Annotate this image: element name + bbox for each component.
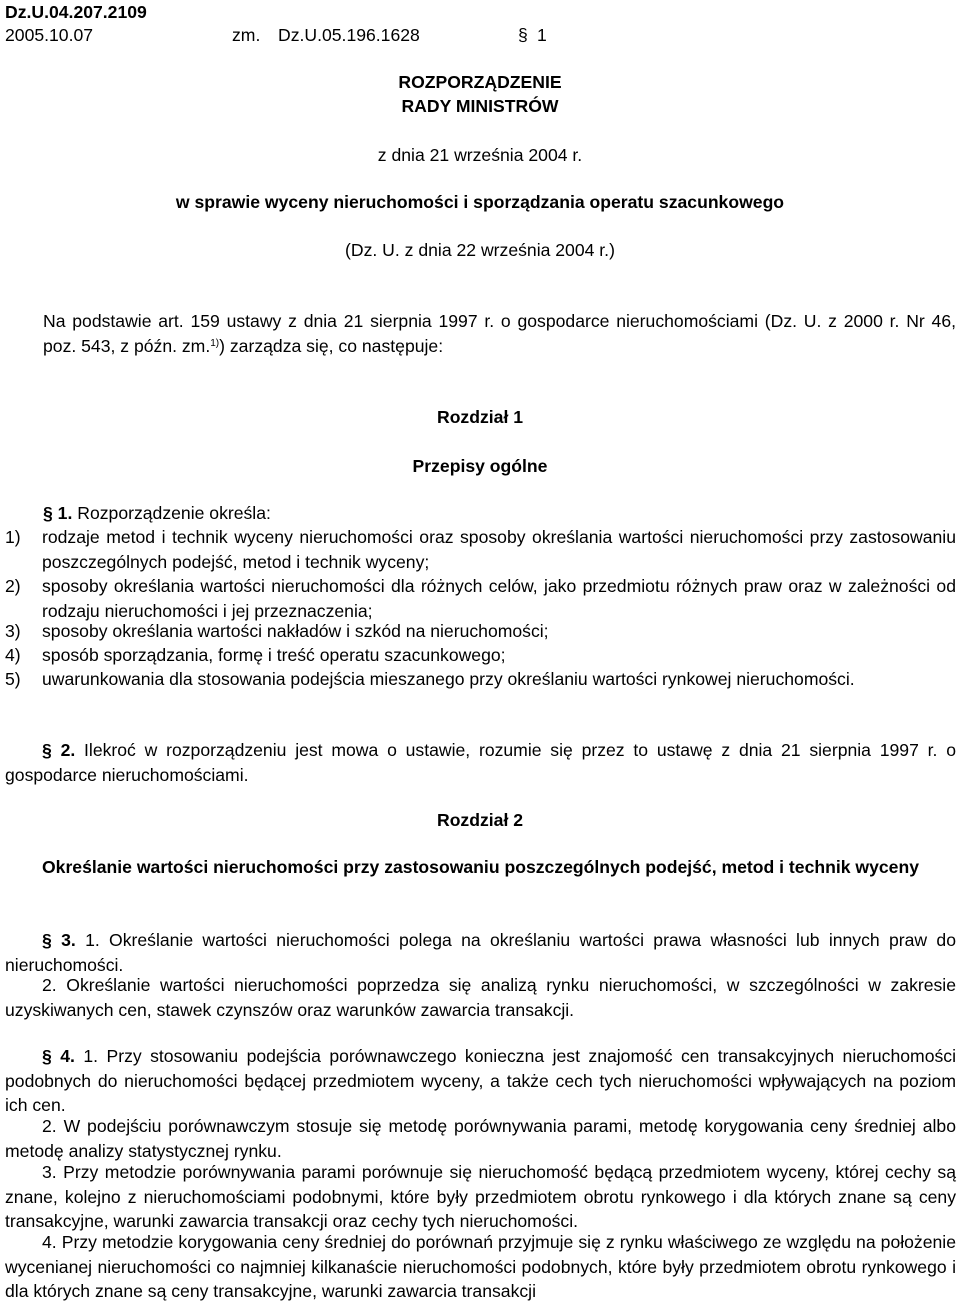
list-item-number: 3) [5, 621, 21, 641]
paragraph-1-intro-text: Rozporządzenie określa: [77, 503, 271, 523]
paragraph-4-item-1 [5, 1044, 956, 1118]
paragraph-4-item-4 [5, 1230, 956, 1304]
list-item [5, 574, 956, 623]
footnote-marker: 1) [210, 337, 220, 349]
list-item-number: 4) [5, 645, 21, 665]
list-item-number: 1) [5, 527, 21, 547]
list-item [5, 525, 956, 574]
list-item-number: 2) [5, 576, 21, 596]
amendment-prefix: zm. [232, 25, 261, 45]
page-marker: 1 [537, 25, 547, 45]
paragraph-2-text: Ilekroć w rozporządzeniu jest mowa o ustawie, rozumie się przez to ustawę z dnia 21 sierpnia 1997 r. o gospodarce nieruchomościami. [5, 740, 956, 785]
consolidation-date: 2005.10.07 [5, 25, 94, 45]
document-id: Dz.U.04.207.2109 [5, 2, 147, 22]
paragraph-4-mark: § 4. [42, 1046, 75, 1066]
list-item-text: rodzaje metod i technik wyceny nieruchomości oraz sposoby określania wartości nieruchomości przy zastosowaniu poszczególnych podejść, metod i technik wyceny; [42, 527, 956, 572]
paragraph-4-text-1: 1. Przy stosowaniu podejścia porównawczego konieczna jest znajomość cen transakcyjnych nieruchomości podobnych do nieruchomości będącej przedmiotem wyceny, a także cech tych nieruchomości wpływających na poziom ich cen. [5, 1046, 956, 1115]
paragraph-4-text-2: 2. W podejściu porównawczym stosuje się metodę porównywania parami, metodę korygowania ceny średniej albo metodę analizy statystycznej rynku. [5, 1116, 956, 1161]
act-type-title: ROZPORZĄDZENIE [398, 72, 562, 92]
paragraph-2-mark: § 2. [42, 740, 76, 760]
paragraph-3-item-2 [5, 973, 956, 1022]
paragraph-3-text-2: 2. Określanie wartości nieruchomości poprzedza się analizą rynku nieruchomości, w szczególności w zakresie uzyskiwanych cen, stawek czynszów oraz warunków zawarcia transakcji. [5, 975, 956, 1020]
section-sign: § [518, 25, 528, 45]
paragraph-4-text-4: 4. Przy metodzie korygowania ceny średniej do porównań przyjmuje się z rynku właściwego ze względu na położenie wycenianej nieruchomości co najmniej kilkanaście nieruchomości podobnych, które były przedmiotem obrotu rynkowego i dla których znane są ceny transakcyjne, warunki zawarcia transakcji [5, 1232, 956, 1301]
preamble [43, 309, 956, 358]
amendment-reference: Dz.U.05.196.1628 [278, 25, 420, 45]
list-item [5, 667, 956, 692]
chapter-1-title: Przepisy ogólne [412, 456, 548, 476]
chapter-2-title: Określanie wartości nieruchomości przy zastosowaniu poszczególnych podejść, metod i technik wyceny [41, 857, 919, 877]
chapter-1-heading: Rozdział 1 [436, 407, 524, 427]
preamble-text-end: ) zarządza się, co następuje: [219, 335, 444, 356]
act-subject: w sprawie wyceny nieruchomości i sporządzania operatu szacunkowego [175, 192, 785, 212]
list-item-text: sposoby określania wartości nieruchomości dla różnych celów, jako przedmiotu różnych praw oraz w zależności od rodzaju nieruchomości i jej przeznaczenia; [42, 576, 956, 621]
paragraph-1-intro [43, 501, 271, 526]
list-item-number: 5) [5, 669, 21, 689]
paragraph-1-mark: § 1. [43, 503, 73, 523]
list-item-text: sposoby określania wartości nakładów i szkód na nieruchomości; [42, 621, 549, 641]
preamble-text: Na podstawie art. 159 ustawy z dnia 21 sierpnia 1997 r. o gospodarce nieruchomościami (Dz. U. z 2000 r. Nr 46, poz. 543, z późn. zm. [43, 311, 956, 356]
paragraph-2 [5, 738, 956, 787]
paragraph-4-item-3 [5, 1160, 956, 1234]
publication-note: (Dz. U. z dnia 22 września 2004 r.) [345, 240, 615, 260]
paragraph-3-mark: § 3. [42, 930, 76, 950]
chapter-2-heading: Rozdział 2 [436, 810, 524, 830]
list-item-text: sposób sporządzania, formę i treść operatu szacunkowego; [42, 645, 506, 665]
paragraph-3-text-1: 1. Określanie wartości nieruchomości polega na określaniu wartości prawa własności lub innych praw do nieruchomości. [5, 930, 956, 975]
paragraph-4-text-3: 3. Przy metodzie porównywania parami porównuje się nieruchomość będącą przedmiotem wyceny, której cechy są znane, kolejno z nieruchomościami podobnymi, które były przedmiotem obrotu rynkowego i dla których znane są ceny transakcyjne, warunki zawarcia transakcji oraz cechy tych nieruchomości. [5, 1162, 956, 1231]
act-date: z dnia 21 września 2004 r. [377, 145, 583, 165]
paragraph-3-item-1 [5, 928, 956, 977]
list-item [5, 643, 956, 668]
list-item [5, 619, 956, 644]
issuer-title: RADY MINISTRÓW [401, 96, 559, 116]
list-item-text: uwarunkowania dla stosowania podejścia mieszanego przy określaniu wartości rynkowej nieruchomości. [42, 669, 855, 689]
paragraph-4-item-2 [5, 1114, 956, 1163]
